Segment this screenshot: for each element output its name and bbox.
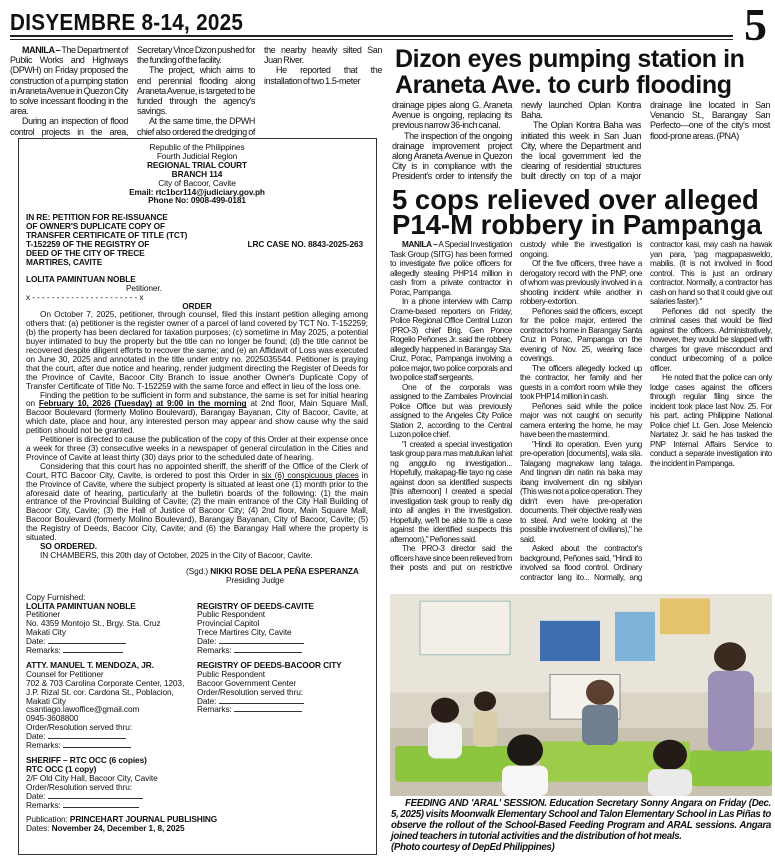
order-paragraph: [26, 391, 368, 436]
case-number: LRC CASE NO. 8843-2025-263: [247, 239, 363, 250]
cf-sheriff: [26, 756, 368, 809]
blank-line: [48, 732, 126, 739]
order-heading: ORDER: [182, 300, 212, 311]
cf-name: SHERIFF – RTC OCC (6 copies): [26, 755, 147, 765]
case-title-line: OF OWNER'S DUPLICATE COPY OF: [26, 221, 165, 232]
cops-article-body: [390, 240, 772, 590]
paragraph: Of the five officers, three have a derogatory record with the PNP, one of whom was previously involved in a shooting incident while another in robbery-extortion.: [520, 259, 642, 306]
court-line: REGIONAL TRIAL COURT: [146, 159, 248, 170]
order-paragraph: [26, 462, 368, 542]
served-label: Order/Resolution served thru:: [197, 686, 303, 697]
remarks-label: Remarks:: [26, 645, 61, 656]
paragraph: The officers allegedly locked up the contractor, her family and her guests in a comfort room while they took PHP14 million in cash.: [520, 363, 642, 401]
paragraph-text: A Special Investigation Task Group (SITG) has been formed to investigate five police officers for allegedly stealing PHP14 million in cash from a private contractor in Porac, Pampanga.: [390, 240, 512, 297]
cf-rod-bacoor: [197, 661, 368, 750]
issue-date: DISYEMBRE 8-14, 2025: [10, 9, 244, 35]
dizon-article-body-left: [10, 45, 382, 137]
headline-line: Dizon eyes pumping station in: [395, 45, 745, 73]
remarks-label: Remarks:: [26, 740, 61, 751]
cf-address: No. 4359 Montojo St., Brgy. Sta. Cruz: [26, 618, 161, 629]
paragraph: He noted that the police can only lodge cases against the officers through regular filing since the incident took place last Nov. 25. For his part, acting Philippine National Police chief Lt. Gen. Jose Melencio Nartatez Jr. said he has tasked the PNP Internal Affairs Service to conduct a separate investigation into the incident in Pampanga.: [650, 373, 772, 468]
date-label: Date:: [26, 731, 46, 742]
petitioner-name: LOLITA PAMINTUAN NOBLE: [26, 273, 136, 284]
paragraph: In a phone interview with Camp Crame-based reporters on Friday, Police Regional Office Central Luzon (PRO-3) chief Brig. Gen Ponce Rogelio Peñones Jr. said the robbery allegedly happened in Barangay Sta. Cruz, Porac, Pampanga involving a police major, two police corporals and two police staff sergeants.: [390, 297, 512, 382]
blank-line: [234, 646, 302, 653]
blank-line: [48, 637, 126, 644]
chambers: IN CHAMBERS, this 20th day of October, 2025 in the City of Bacoor, Cavite.: [40, 549, 313, 560]
case-title-line: TRANSFER CERTIFICATE OF TITLE (TCT): [26, 230, 188, 241]
blank-line: [63, 801, 139, 808]
publication-label: Publication:: [26, 814, 68, 825]
served-label: Order/Resolution served thru:: [26, 722, 132, 733]
remarks-label: Remarks:: [197, 704, 232, 715]
page-number: 5: [744, 0, 767, 50]
cf-email: csantiago.lawoffice@gmail.com: [26, 704, 140, 715]
cf-name: ATTY. MANUEL T. MENDOZA, JR.: [26, 659, 154, 670]
paragraph: Peñones said the officers, except for the police major, entered the contractor's home in Barangay Santa Cruz in Porac, Pampanga on the evening of Nov. 25, wearing face coverings.: [520, 306, 642, 363]
court-line: City of Bacoor, Cavite: [158, 177, 236, 188]
case-title-line: DEED OF THE CITY OF TRECE: [26, 247, 145, 258]
caption-body: Education Secretary Sonny Angara on Friday (Dec. 5, 2025) visits Moonwalk Elementary School and Talon Elementary School in Las Piñas to observe the rollout of the School-Based Feeding Program and ARAL sessions. Angara joined teachers in tutorial activities and the distribution of hot meals.: [391, 798, 771, 842]
cf-petitioner: [26, 602, 197, 655]
blank-line: [63, 646, 123, 653]
caption-text: [391, 798, 771, 842]
case-title: [26, 213, 231, 266]
court-phone: Phone No: 0908-499-0181: [148, 195, 246, 206]
cf-name: REGISTRY OF DEEDS-CAVITE: [197, 600, 314, 611]
table: [690, 750, 772, 786]
case-title-line: IN RE: PETITION FOR RE-ISSUANCE: [26, 212, 168, 223]
dateline: MANILA –: [402, 240, 438, 249]
paragraph: The inspection of the ongoing drainage improvement project along Araneta Avenue in Quezon City is in compliance with the President's order to intensify the newly launched Oplan Kontra Baha.: [392, 100, 641, 182]
cf-address: Provincial Capitol: [197, 618, 260, 629]
case-title-line: T-152259 OF THE REGISTRY OF: [26, 239, 150, 250]
text: Considering that this court has no appointed sheriff, the sheriff of the Office of the Clerk of Court, RTC Bacoor City, Cavite, is ordered to post this Order in: [26, 460, 368, 480]
order-paragraph: Petitioner is directed to cause the publication of the copy of this Order at their expense once a week for three (3) consecutive weeks in a newspaper of general circulation in the Cities and Province of Cavite at least thirty (30) days prior to the scheduled date of hearing.: [26, 434, 368, 462]
date-label: Date:: [26, 790, 46, 801]
headline-line: P14-M robbery in Pampanga: [392, 208, 762, 240]
served-label: Order/Resolution served thru:: [26, 781, 132, 792]
court-email: Email: rtc1bcr114@judiciary.gov.ph: [129, 186, 265, 197]
paragraph: "I created a special investigation task group para mas matutukan lahat ng anggulo ng investigation... Hopefully, makapag-file tayo ng case against doon sa identified suspects [this afternoon] I created a special investigation task group to really dig into all angles in the investigation. Hopefully, we'll be able to file a case against the identified suspects this afternoon)," Peñones said.: [390, 439, 512, 544]
person: [586, 680, 614, 705]
paragraph-text: The Department of Public Works and Highways (DPWH) on Friday proposed the construction of a pumping station in Araneta Avenue in Quezon City to solve incessant flooding in the area.: [10, 45, 129, 117]
cf-name: REGISTRY OF DEEDS-BACOOR CITY: [197, 659, 342, 670]
paragraph: [390, 240, 512, 297]
paragraph: "Hindi ito operation. Even yung pre-operation [documents], wala sila. Talagang magnakaw lang talaga. And tingnan din natin na baka may ibang involvement din ng sibilyan (This was not a police operation. They didn't even have pre-operation documents. Their objective really was to steal. And we're looking at the possible involvement of civilians)," he said.: [520, 439, 642, 544]
date-label: Date:: [197, 695, 217, 706]
cf-address: Bacoor Government Center: [197, 677, 297, 688]
paragraph: drainage pipes along G. Araneta Avenue is ongoing, replacing its previous narrow 36-inch canal.: [392, 100, 512, 131]
cops-headline: [392, 184, 762, 240]
publication-dates: November 24, December 1, 8, 2025: [51, 823, 185, 834]
text: Finding the petition to be sufficient in form and substance, the same is set for initial hearing on: [26, 389, 368, 409]
photo-caption: [391, 798, 771, 853]
cf-name: LOLITA PAMINTUAN NOBLE: [26, 600, 136, 611]
date-label: Date:: [197, 636, 217, 647]
cf-address: Makati City: [26, 627, 66, 638]
paragraph: The project, which aims to end perennial flooding along Araneta Avenue, is targeted to be funded through the agency's savings.: [137, 65, 255, 117]
court-line: BRANCH 114: [171, 168, 223, 179]
wall-chart: [540, 621, 600, 661]
person: [474, 691, 496, 711]
dizon-headline: [395, 46, 745, 98]
signature-block: [26, 567, 368, 585]
cf-role: Public Respondent: [197, 609, 265, 620]
dates-label: Dates:: [26, 823, 50, 834]
paragraph: The PRO-3 director said the officers have since been relieved from their posts and put on restrictive custody while the investigation is ongoing.: [390, 240, 642, 572]
court-header: [26, 143, 368, 205]
headline-line: 5 cops relieved over alleged: [392, 184, 759, 215]
cf-name: RTC OCC (1 copy): [26, 763, 97, 774]
paragraph: Peñones did not specify the criminal cases that would be filed against the officers. Administratively, however, they would be slapped with charges for grave misconduct and conduct unbecoming of a police officer.: [650, 306, 772, 373]
cf-phone: 0945-3608800: [26, 713, 79, 724]
separator: x - - - - - - - - - - - - - - - - - - - - - - x: [26, 291, 144, 302]
cf-role: Public Respondent: [197, 668, 265, 679]
blank-line: [219, 637, 304, 644]
cf-address: 702 & 703 Carolina Corporate Center, 1203, J.P. Rizal St. cor. Cardona St., Poblacion, Makati City: [26, 677, 185, 706]
child: [653, 740, 687, 770]
publication-name: PRINCEHART JOURNAL PUBLISHING: [69, 814, 218, 825]
paragraph: During an inspection of flood control projects in the area, Secretary Vince Dizon pushed for the funding of the facility.: [10, 45, 255, 137]
cf-address: Trece Martires City, Cavite: [197, 627, 292, 638]
judge-title: Presiding Judge: [226, 574, 285, 585]
order-paragraph: On October 7, 2025, petitioner, through counsel, filed this instant petition alleging among others that: (a) petitioner is the register owner of a parcel of land covered by TCT No. T-152259; (b) the property has been declared for taxation purposes; (c) sometime in May 2025, a potential buyer intimated to buy the property but the title can no longer be found; (d) the title cannot be recovered despite diligent efforts to recover the same; and (e) an Affidavit of Loss was executed on June 30, 2025 and annotated in the title under entry no. 2025035544. Petitioner is praying that the court, after due notice and hearing, render judgment directing the Register of Deeds for the Province of Cavite, Bacoor City Branch to issue another Owner's Duplicate Copy of Transfer Certificate of Title No. T-152259 with the same force and effect in lieu of the loss one.: [26, 309, 368, 391]
header-rule: [10, 35, 733, 37]
blank-line: [234, 705, 302, 712]
paragraph: Asked about the contractor's background, Peñones said, "Hindi ito involved sa flood control. Ordinary contractor lang ito... Normally, ang contractor kasi, may cash na hawak yan para, 'pag magpapasweldo, mabilis. (It is not involved in flood control. This is just an ordinary contractor. Normally, a contractor has cash on hand so that it could give out salaries faster).": [520, 240, 772, 582]
cf-role: Counsel for Petitioner: [26, 668, 104, 679]
person: [714, 642, 746, 671]
photo-credit: (Photo courtesy of DepEd Philippines): [391, 842, 555, 853]
blank-line: [219, 697, 304, 704]
judge-name: NIKKI ROSE DELA PEÑA ESPERANZA: [210, 565, 359, 576]
court-line: Fourth Judicial Region: [156, 150, 238, 161]
remarks-label: Remarks:: [26, 799, 61, 810]
blank-line: [63, 741, 131, 748]
sgd: (Sgd.): [186, 565, 208, 576]
petitioner-label: Petitioner.: [126, 282, 162, 293]
paragraph: One of the corporals was assigned to the Zambales Provincial Police Office but was previously assigned to the Angeles City Police Station 2, according to the Central Luzon police chief.: [390, 382, 512, 439]
wall-poster: [420, 601, 510, 655]
child: [431, 698, 459, 723]
blank-line: [48, 792, 143, 799]
paragraph: The Oplan Kontra Baha was initiated this week in San Juan City, where the Department and the local government led the clearing of residential structures built directly on top of a major drainage line located in San Venancio St., Barangay San Perfecto—one of the city's most flood-prone areas. (PNA): [521, 100, 770, 182]
paragraph: Peñones said while the police major was not caught on security camera entering the home, he may have been the mastermind.: [520, 401, 642, 439]
paragraph: He reported that the installation of two 1.5-meter: [264, 65, 382, 86]
date-label: Date:: [26, 636, 46, 647]
court-line: Republic of the Philippines: [149, 142, 245, 152]
headline-line: Araneta Ave. to curb flooding: [395, 71, 732, 99]
text: at 2nd floor, Main Square Mall, Bacoor Boulevard (formerly Molino Boulevard), Barangay Bayanan, City of Bacoor, Cavite, at which date, place and hour, any interested person may appear and show cause why the said petition should not be granted.: [26, 398, 369, 436]
hearing-date: February 10, 2026 (Tuesday) at 9:00 in the morning: [38, 398, 247, 409]
child: [507, 734, 543, 766]
paragraph: [10, 45, 128, 116]
remarks-label: Remarks:: [197, 645, 232, 656]
dizon-article-body-right: [392, 100, 770, 187]
cf-rod-cavite: [197, 602, 368, 655]
cf-counsel: [26, 661, 197, 750]
text: in the Province of Cavite, where the subject property is situated at least one (1) month prior to the aforesaid date of hearing, particularly at the bulletin boards of the following: (1) the main entrance of the Provincial Building of Cavite; (2) the main entrance of the City Hall Building of Bacoor City, Cavite; (3) the Hall of Justice of Bacoor City; (4) 2nd floor, Main Square Mall, Bacoor Boulevard (formerly Molino Boulevard), Barangay Bayanan, City of Bacoor, Cavite; (5) the Registry of Deeds, Bacoor City, Cavite; and (6) the Barangay Hall where the property is situated.: [26, 469, 368, 543]
case-caption: [26, 213, 368, 266]
paragraph: At the same time, the DPWH chief also ordered the dredging of the nearby heavily silted San Juan River.: [137, 45, 382, 137]
legal-notice: [18, 138, 377, 855]
case-title-line: MARTIRES, CAVITE: [26, 256, 103, 267]
copy-furnished-row: [26, 602, 368, 655]
publication-info: [26, 815, 368, 833]
header-rule: [10, 39, 733, 40]
cf-role: Petitioner: [26, 609, 61, 620]
classroom-photo: [390, 594, 772, 796]
so-ordered: SO ORDERED.: [40, 540, 97, 551]
copy-furnished-label: Copy Furnished:: [26, 591, 86, 602]
copy-furnished-row: [26, 661, 368, 750]
order: [26, 302, 368, 560]
cf-address: 2/F Old City Hall, Bacoor City, Cavite: [26, 772, 158, 783]
caption-lead: FEEDING AND 'ARAL' SESSION.: [405, 798, 547, 809]
emphasis: six (6) conspicuous places: [261, 469, 359, 480]
dateline: MANILA –: [22, 45, 61, 55]
